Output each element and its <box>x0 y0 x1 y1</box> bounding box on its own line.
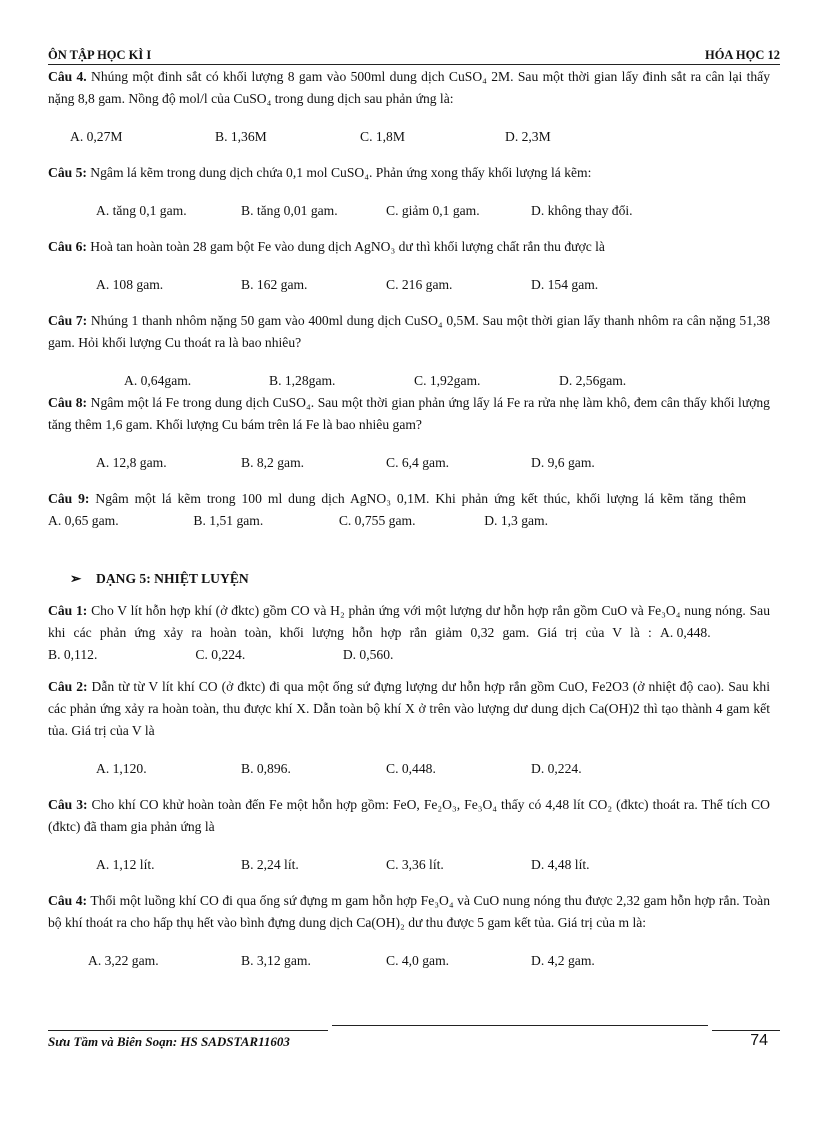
question-text: Câu 9: Ngâm một lá kẽm trong 100 ml dung dịch AgNO₃ 0,1M. Khi phản ứng kết thúc, khối lượng lá kẽm tăng thêm A. 0,65 gam. B. 1,51 gam. C. 0,755 gam. D. 1,3 gam. <box>48 488 770 532</box>
header-left: ÔN TẬP HỌC KÌ I <box>48 48 152 62</box>
question-text: Câu 5: Ngâm lá kẽm trong dung dịch chứa 0,1 mol CuSO₄. Phản ứng xong thấy khối lượng lá kẽm: <box>48 165 592 180</box>
answer-b: B. 0,896. <box>241 761 291 776</box>
question-block <box>48 794 770 876</box>
answer-d: D. không thay đổi. <box>531 203 633 218</box>
answer-row <box>48 126 770 148</box>
question-text: Câu 2: Dẫn từ từ V lít khí CO (ở đktc) đi qua một ống sứ đựng lượng dư hỗn hợp rắn gồm CuO, Fe2O3 (ở nhiệt độ cao). Sau khi các phản ứng xảy ra hoàn toàn, thu được khí X. Dẫn toàn bộ khí X ở trên vào lượng dư dung dịch Ca(OH)2 thì tạo thành 4 gam kết tủa. Giá trị của V là <box>48 679 770 738</box>
answer-b: B. 1,51 gam. <box>193 513 264 528</box>
answer-a: A. 0,27M <box>70 129 123 144</box>
question-block <box>48 310 770 392</box>
answer-b: B. 3,12 gam. <box>241 953 311 968</box>
answer-d: D. 9,6 gam. <box>531 455 595 470</box>
answer-c: C. giảm 0,1 gam. <box>386 203 480 218</box>
answer-row <box>48 370 770 392</box>
question-text: Câu 7: Nhúng 1 thanh nhôm nặng 50 gam vào 400ml dung dịch CuSO₄ 0,5M. Sau một thời gian lấy thanh nhôm ra cân nặng 51,38 gam. Hỏi khối lượng Cu thoát ra là bao nhiêu? <box>48 313 770 350</box>
answer-a: A. 12,8 gam. <box>96 455 167 470</box>
answer-a: A. 0,64gam. <box>124 373 192 388</box>
answer-d: D. 0,560. <box>342 647 394 662</box>
question-block <box>48 236 770 296</box>
answer-b: B. 1,28gam. <box>269 373 336 388</box>
footer-rule-right <box>712 1030 780 1031</box>
answer-c: C. 1,92gam. <box>414 373 481 388</box>
question-text: Câu 1: Cho V lít hỗn hợp khí (ở đktc) gồm CO và H₂ phản ứng với một lượng dư hỗn hợp rắn gồm CuO và Fe₃O₄ nung nóng. Sau khi các phản ứng xảy ra hoàn toàn, khối lượng hỗn hợp rắn giảm 0,32 gam. Giá trị của V là : A. 0,448. B. 0,112. C. 0,224. D. 0,560. <box>48 600 770 666</box>
footer-rule-middle <box>332 1025 708 1026</box>
answer-d: D. 1,3 gam. <box>484 513 549 528</box>
document-body <box>48 66 770 972</box>
question-text: Câu 8: Ngâm một lá Fe trong dung dịch CuSO₄. Sau một thời gian phản ứng lấy lá Fe ra rửa nhẹ làm khô, đem cân thấy khối lượng tăng thêm 1,6 gam. Khối lượng Cu bám trên lá Fe là bao nhiêu gam? <box>48 395 770 432</box>
question-block <box>48 676 770 780</box>
answer-c: C. 3,36 lít. <box>386 857 444 872</box>
answer-row <box>48 274 770 296</box>
question-block <box>48 392 770 474</box>
section-title: DẠNG 5: NHIỆT LUYỆN <box>96 571 249 586</box>
footer-rule-left <box>48 1030 328 1031</box>
answer-a: A. tăng 0,1 gam. <box>96 203 187 218</box>
answer-d: D. 2,56gam. <box>559 373 627 388</box>
answer-c: C. 216 gam. <box>386 277 453 292</box>
question-block <box>48 600 770 666</box>
header-rule <box>48 64 780 65</box>
answer-b: B. 1,36M <box>215 129 267 144</box>
question-text: Câu 6: Hoà tan hoàn toàn 28 gam bột Fe vào dung dịch AgNO₃ dư thì khối lượng chất rắn thu được là <box>48 239 605 254</box>
question-text: Câu 4: Thổi một luồng khí CO đi qua ống sứ đựng m gam hỗn hợp Fe₃O₄ và CuO nung nóng thu được 2,32 gam hỗn hợp rắn. Toàn bộ khí thoát ra cho hấp thụ hết vào bình đựng dung dịch Ca(OH)₂ dư thu được 5 gam kết tủa. Giá trị của m là: <box>48 893 770 930</box>
answer-a: A. 3,22 gam. <box>88 953 159 968</box>
question-block <box>48 890 770 972</box>
footer-author: Sưu Tầm và Biên Soạn: HS SADSTAR11603 <box>48 1034 290 1049</box>
answer-c: C. 0,755 gam. <box>338 513 416 528</box>
answer-d: D. 0,224. <box>531 761 582 776</box>
arrow-icon: ➢ <box>70 571 82 586</box>
section-heading <box>48 568 770 590</box>
page-number: 74 <box>750 1032 768 1049</box>
answer-a: A. 1,120. <box>96 761 147 776</box>
answer-a: A. 108 gam. <box>96 277 164 292</box>
answer-b: B. 0,112. <box>48 647 98 662</box>
answer-b: B. 162 gam. <box>241 277 308 292</box>
answer-d: D. 4,48 lít. <box>531 857 590 872</box>
answer-c: C. 0,224. <box>195 647 246 662</box>
answer-d: D. 154 gam. <box>531 277 599 292</box>
answer-a: A. 1,12 lít. <box>96 857 155 872</box>
answer-row <box>48 854 770 876</box>
question-text: Câu 3: Cho khí CO khử hoàn toàn đến Fe một hỗn hợp gồm: FeO, Fe₂O₃, Fe₃O₄ thấy có 4,48 lít CO₂ (đktc) thoát ra. Thể tích CO (đktc) đã tham gia phản ứng là <box>48 797 770 834</box>
answer-a: A. 0,65 gam. <box>48 513 119 528</box>
page-footer <box>48 1034 780 1050</box>
answer-c: C. 6,4 gam. <box>386 455 450 470</box>
answer-row <box>48 452 770 474</box>
answer-c: C. 1,8M <box>360 129 405 144</box>
answer-c: C. 0,448. <box>386 761 436 776</box>
answer-d: D. 4,2 gam. <box>531 953 595 968</box>
answer-row <box>48 758 770 780</box>
answer-c: C. 4,0 gam. <box>386 953 450 968</box>
header-right: HÓA HỌC 12 <box>704 48 780 62</box>
answer-a: A. 0,448. <box>660 625 711 640</box>
answer-b: B. 2,24 lít. <box>241 857 299 872</box>
answer-d: D. 2,3M <box>505 129 551 144</box>
question-block <box>48 162 770 222</box>
answer-row <box>48 200 770 222</box>
question-block <box>48 66 770 148</box>
answer-b: B. tăng 0,01 gam. <box>241 203 338 218</box>
answer-b: B. 8,2 gam. <box>241 455 305 470</box>
question-text: Câu 4. Nhúng một đinh sắt có khối lượng 8 gam vào 500ml dung dịch CuSO₄ 2M. Sau một thời gian lấy đinh sắt ra cân lại thấy nặng 8,8 gam. Nồng độ mol/l của CuSO₄ trong dung dịch sau phản ứng là: <box>48 69 770 106</box>
answer-row <box>48 950 770 972</box>
question-block <box>48 488 770 532</box>
